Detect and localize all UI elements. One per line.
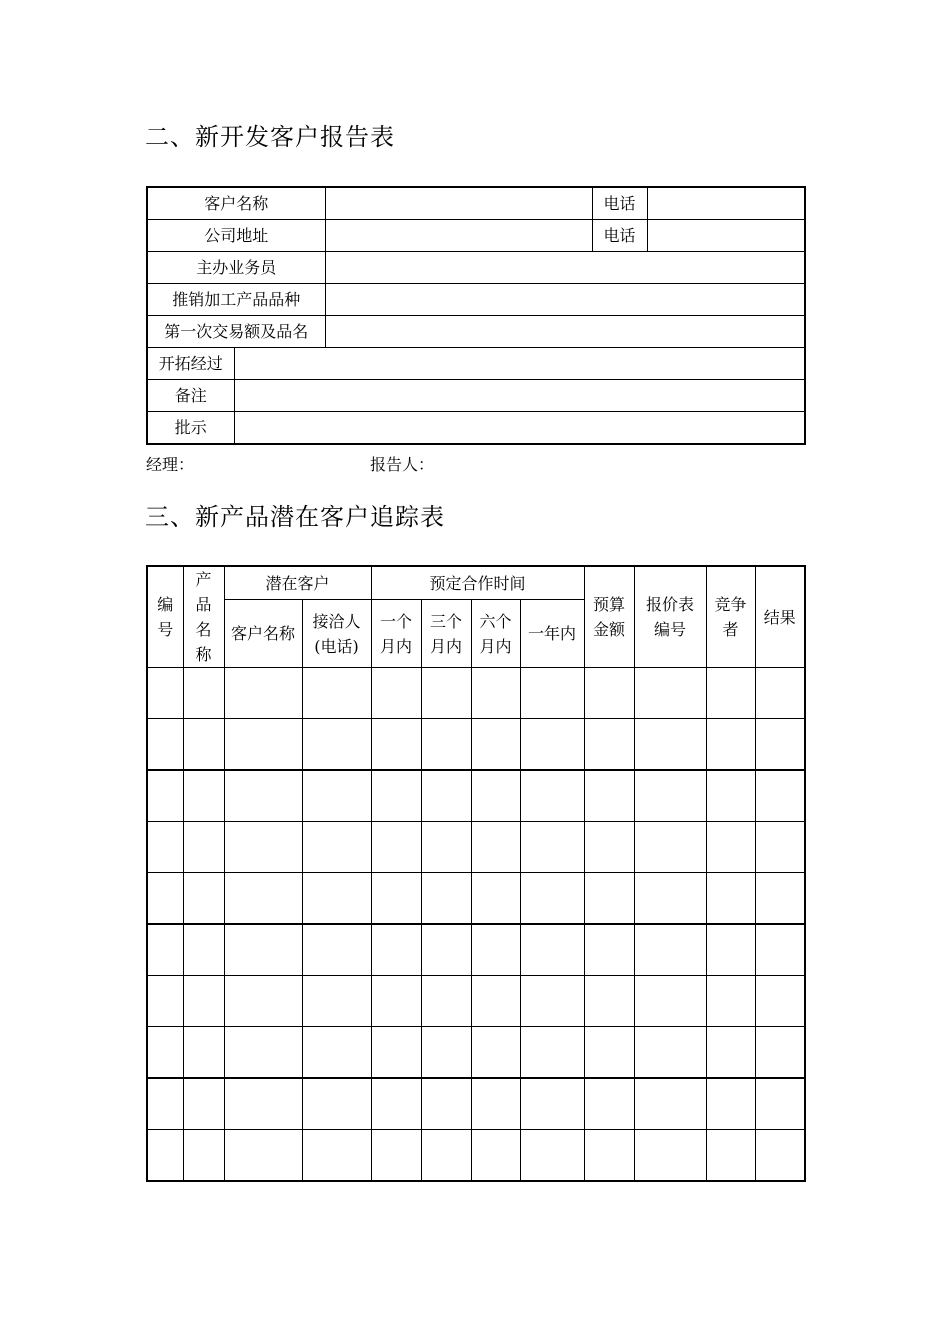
header-three-months-line2: 月内 <box>430 636 463 656</box>
header-contact <box>302 600 371 668</box>
customer-name-label: 客户名称 <box>147 187 325 220</box>
table-cell[interactable] <box>634 719 706 771</box>
table-cell[interactable] <box>147 873 183 925</box>
table-row <box>147 924 805 976</box>
table-cell[interactable] <box>183 668 224 719</box>
table-cell[interactable] <box>471 873 520 925</box>
table-cell[interactable] <box>302 770 371 822</box>
table-cell[interactable] <box>371 924 421 976</box>
approval-field[interactable] <box>234 412 805 445</box>
table-cell[interactable] <box>471 822 520 873</box>
table-cell[interactable] <box>706 770 755 822</box>
table-cell[interactable] <box>183 924 224 976</box>
header-competitor-line1: 竞争 <box>714 595 747 614</box>
table-cell[interactable] <box>147 1130 183 1182</box>
table-row <box>147 1130 805 1182</box>
table-cell[interactable] <box>302 822 371 873</box>
header-six-months-line2: 月内 <box>479 636 512 656</box>
header-one-year: 一年内 <box>520 600 584 668</box>
table-cell[interactable] <box>421 924 471 976</box>
header-one-month-line1: 一个 <box>380 611 413 631</box>
header-budget <box>584 566 634 668</box>
table-cell[interactable] <box>302 1027 371 1079</box>
table-cell[interactable] <box>302 924 371 976</box>
company-address-label: 公司地址 <box>147 220 325 252</box>
table-cell[interactable] <box>520 924 584 976</box>
customer-name-field[interactable] <box>325 187 592 220</box>
header-customer-name: 客户名称 <box>224 600 302 668</box>
table-cell[interactable] <box>755 770 805 822</box>
table-cell[interactable] <box>520 822 584 873</box>
table-cell[interactable] <box>183 770 224 822</box>
table-cell[interactable] <box>706 822 755 873</box>
phone-field[interactable] <box>647 187 805 220</box>
table-cell[interactable] <box>755 668 805 719</box>
table-cell[interactable] <box>755 873 805 925</box>
salesperson-label: 主办业务员 <box>147 252 325 284</box>
header-budget-line1: 预算 <box>593 595 626 614</box>
table-cell[interactable] <box>421 1078 471 1130</box>
new-customer-report-table <box>146 186 806 445</box>
table-cell[interactable] <box>224 822 302 873</box>
phone-label: 电话 <box>592 187 647 220</box>
table-cell[interactable] <box>520 1078 584 1130</box>
table-cell[interactable] <box>371 1130 421 1182</box>
table-cell[interactable] <box>147 770 183 822</box>
table-cell[interactable] <box>302 719 371 771</box>
header-number <box>147 566 183 668</box>
table-row <box>147 770 805 822</box>
development-label: 开拓经过 <box>147 348 234 380</box>
table-cell[interactable] <box>706 719 755 771</box>
table-cell[interactable] <box>471 924 520 976</box>
table-cell[interactable] <box>224 1130 302 1182</box>
table-cell[interactable] <box>471 1130 520 1182</box>
table-cell[interactable] <box>471 770 520 822</box>
table-cell[interactable] <box>520 770 584 822</box>
table-cell[interactable] <box>183 873 224 925</box>
reporter-signature-label: 报告人： <box>370 455 435 474</box>
table-cell[interactable] <box>183 1027 224 1079</box>
table-cell[interactable] <box>224 719 302 771</box>
table-cell[interactable] <box>634 1027 706 1079</box>
table-cell[interactable] <box>584 924 634 976</box>
salesperson-field[interactable] <box>325 252 805 284</box>
header-product-name-text: 产品名称 <box>195 570 212 664</box>
header-six-months-line1: 六个 <box>479 611 512 631</box>
table-cell[interactable] <box>634 924 706 976</box>
table-cell[interactable] <box>224 976 302 1027</box>
table-cell[interactable] <box>421 719 471 771</box>
table-cell[interactable] <box>183 1078 224 1130</box>
remarks-label: 备注 <box>147 380 234 412</box>
header-one-month <box>371 600 421 668</box>
table-cell[interactable] <box>634 873 706 925</box>
header-competitor-line2: 者 <box>722 620 739 639</box>
table-cell[interactable] <box>706 976 755 1027</box>
potential-customer-tracking-table <box>146 565 806 1182</box>
header-three-months <box>421 600 471 668</box>
table-cell[interactable] <box>584 1078 634 1130</box>
table-row <box>147 1078 805 1130</box>
approval-label: 批示 <box>147 412 234 445</box>
table-cell[interactable] <box>224 1078 302 1130</box>
table-cell[interactable] <box>520 668 584 719</box>
table-row <box>147 822 805 873</box>
table-cell[interactable] <box>302 1130 371 1182</box>
table-cell[interactable] <box>634 770 706 822</box>
table-cell[interactable] <box>471 668 520 719</box>
table-cell[interactable] <box>755 1027 805 1079</box>
header-potential-customer: 潜在客户 <box>224 566 371 600</box>
table-cell[interactable] <box>755 822 805 873</box>
table-cell[interactable] <box>224 668 302 719</box>
table-cell[interactable] <box>634 822 706 873</box>
table-cell[interactable] <box>302 976 371 1027</box>
table-cell[interactable] <box>147 924 183 976</box>
table-cell[interactable] <box>755 1078 805 1130</box>
table-cell[interactable] <box>520 1027 584 1079</box>
table-cell[interactable] <box>471 976 520 1027</box>
table-cell[interactable] <box>584 668 634 719</box>
table-cell[interactable] <box>584 719 634 771</box>
table-cell[interactable] <box>421 770 471 822</box>
header-contact-line1: 接洽人 <box>312 611 361 631</box>
table-cell[interactable] <box>421 873 471 925</box>
table-row <box>147 1027 805 1079</box>
table-cell[interactable] <box>584 822 634 873</box>
table-cell[interactable] <box>471 1027 520 1079</box>
table-cell[interactable] <box>634 668 706 719</box>
table-cell[interactable] <box>421 668 471 719</box>
table-cell[interactable] <box>371 1027 421 1079</box>
table-cell[interactable] <box>147 1078 183 1130</box>
table-cell[interactable] <box>421 1027 471 1079</box>
table-cell[interactable] <box>224 770 302 822</box>
table-cell[interactable] <box>183 822 224 873</box>
header-three-months-line1: 三个 <box>430 611 463 631</box>
table-cell[interactable] <box>147 976 183 1027</box>
header-product-name <box>183 566 224 668</box>
table-cell[interactable] <box>471 1078 520 1130</box>
table-cell[interactable] <box>371 976 421 1027</box>
table-cell[interactable] <box>584 873 634 925</box>
header-contact-line2: (电话) <box>314 636 359 656</box>
company-address-field[interactable] <box>325 220 592 252</box>
table-cell[interactable] <box>634 976 706 1027</box>
table-cell[interactable] <box>183 719 224 771</box>
manager-signature-label: 经理： <box>146 455 195 474</box>
header-quote-line1: 报价表 <box>646 595 695 614</box>
table-cell[interactable] <box>421 976 471 1027</box>
table-cell[interactable] <box>706 668 755 719</box>
table-cell[interactable] <box>520 976 584 1027</box>
development-field[interactable] <box>234 348 805 380</box>
table-cell[interactable] <box>183 1130 224 1182</box>
table-row <box>147 719 805 771</box>
table-cell[interactable] <box>755 719 805 771</box>
table-cell[interactable] <box>584 1130 634 1182</box>
table-cell[interactable] <box>147 822 183 873</box>
phone-label-2: 电话 <box>592 220 647 252</box>
phone-field-2[interactable] <box>647 220 805 252</box>
table-cell[interactable] <box>224 924 302 976</box>
header-six-months <box>471 600 520 668</box>
table-cell[interactable] <box>302 873 371 925</box>
table-cell[interactable] <box>706 873 755 925</box>
header-scheduled-time: 预定合作时间 <box>371 566 584 600</box>
promoted-products-label: 推销加工产品品种 <box>147 284 325 316</box>
table-cell[interactable] <box>584 1027 634 1079</box>
promoted-products-field[interactable] <box>325 284 805 316</box>
table-cell[interactable] <box>706 924 755 976</box>
table-cell[interactable] <box>755 976 805 1027</box>
table-cell[interactable] <box>471 719 520 771</box>
tracking-table-body <box>147 668 805 1182</box>
table-cell[interactable] <box>520 1130 584 1182</box>
header-quote-line2: 编号 <box>654 620 687 639</box>
table-cell[interactable] <box>520 719 584 771</box>
table-cell[interactable] <box>371 1078 421 1130</box>
table-cell[interactable] <box>421 822 471 873</box>
table-cell[interactable] <box>371 822 421 873</box>
table-cell[interactable] <box>371 719 421 771</box>
first-transaction-field[interactable] <box>325 316 805 348</box>
table-cell[interactable] <box>706 1027 755 1079</box>
header-competitor <box>706 566 755 668</box>
table-cell[interactable] <box>147 1027 183 1079</box>
header-one-month-line2: 月内 <box>380 636 413 656</box>
header-quote-number <box>634 566 706 668</box>
table-cell[interactable] <box>224 873 302 925</box>
table-cell[interactable] <box>584 770 634 822</box>
table-cell[interactable] <box>224 1027 302 1079</box>
table-cell[interactable] <box>371 873 421 925</box>
table-cell[interactable] <box>584 976 634 1027</box>
table-cell[interactable] <box>634 1078 706 1130</box>
table-cell[interactable] <box>147 668 183 719</box>
header-result: 结果 <box>755 566 805 668</box>
table-cell[interactable] <box>421 1130 471 1182</box>
first-transaction-label: 第一次交易额及品名 <box>147 316 325 348</box>
table-cell[interactable] <box>371 668 421 719</box>
table-cell[interactable] <box>706 1130 755 1182</box>
table-cell[interactable] <box>634 1130 706 1182</box>
table-cell[interactable] <box>520 873 584 925</box>
table-cell[interactable] <box>371 770 421 822</box>
table-row <box>147 873 805 925</box>
table-cell[interactable] <box>147 719 183 771</box>
remarks-field[interactable] <box>234 380 805 412</box>
header-budget-line2: 金额 <box>593 620 626 639</box>
table-cell[interactable] <box>302 668 371 719</box>
table-cell[interactable] <box>302 1078 371 1130</box>
header-number-text: 编号 <box>157 595 174 639</box>
table-row <box>147 668 805 719</box>
potential-customer-tracking-title: 三、新产品潜在客户追踪表 <box>145 503 445 531</box>
table-cell[interactable] <box>755 1130 805 1182</box>
table-cell[interactable] <box>755 924 805 976</box>
table-cell[interactable] <box>183 976 224 1027</box>
table-cell[interactable] <box>706 1078 755 1130</box>
table-row <box>147 976 805 1027</box>
new-customer-report-title: 二、新开发客户报告表 <box>145 123 395 151</box>
